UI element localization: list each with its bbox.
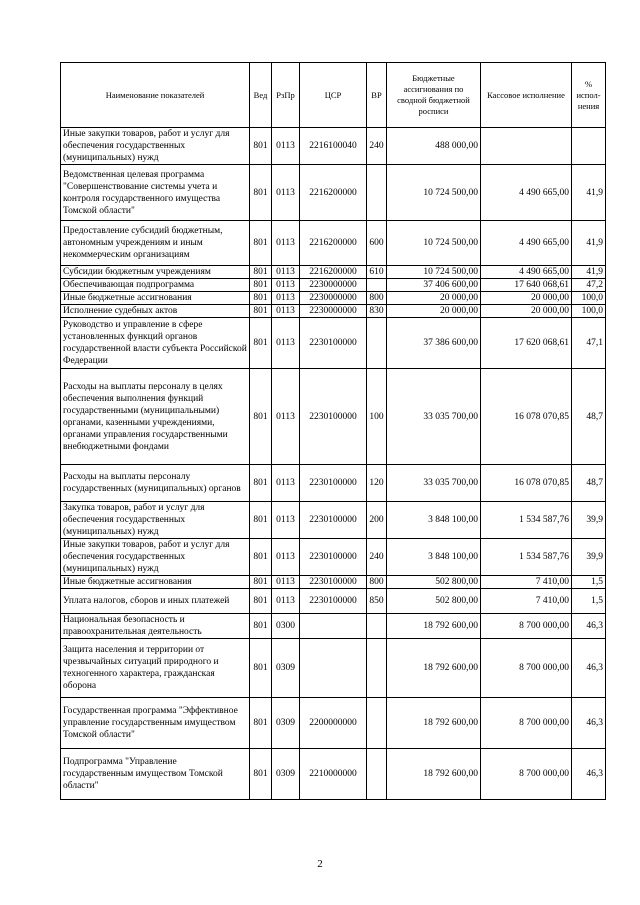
header-name: Наименование показателей [61,63,250,128]
cell-csr: 2210000000 [300,749,367,800]
cell-cash-execution: 8 700 000,00 [481,698,572,749]
cell-name: Ведомственная целевая программа "Совершенствование системы учета и контроля государственного имущества Томской области" [61,165,250,221]
cell-assignments: 37 406 600,00 [387,279,481,292]
table-row [61,165,606,221]
cell-vr [367,698,387,749]
cell-percent: 1,5 [572,589,606,614]
cell-rzpr: 0309 [272,698,300,749]
cell-assignments: 18 792 600,00 [387,749,481,800]
cell-name: Расходы на выплаты персоналу государственных (муниципальных) органов [61,465,250,502]
cell-rzpr: 0113 [272,128,300,165]
cell-percent: 1,5 [572,576,606,589]
cell-csr: 2230100000 [300,318,367,369]
cell-name: Субсидии бюджетным учреждениям [61,266,250,279]
cell-assignments: 10 724 500,00 [387,165,481,221]
table-row [61,614,606,639]
cell-assignments: 488 000,00 [387,128,481,165]
table-row [61,369,606,465]
cell-vr: 100 [367,369,387,465]
table-row [61,639,606,698]
cell-percent: 39,9 [572,502,606,539]
cell-assignments: 20 000,00 [387,292,481,305]
cell-percent: 41,9 [572,165,606,221]
table-row [61,576,606,589]
table-row [61,539,606,576]
cell-csr: 2230100000 [300,539,367,576]
cell-csr [300,614,367,639]
cell-vr [367,279,387,292]
cell-name: Иные бюджетные ассигнования [61,576,250,589]
cell-ved: 801 [250,305,272,318]
cell-name: Расходы на выплаты персоналу в целях обеспечения выполнения функций государственными (муниципальными) органами, казенными учреждениями, органами управления государственными внебюджетными фондами [61,369,250,465]
cell-ved: 801 [250,614,272,639]
cell-ved: 801 [250,749,272,800]
cell-csr: 2230100000 [300,576,367,589]
cell-ved: 801 [250,221,272,266]
cell-rzpr: 0113 [272,369,300,465]
cell-rzpr: 0113 [272,465,300,502]
cell-rzpr: 0113 [272,279,300,292]
cell-cash-execution: 8 700 000,00 [481,749,572,800]
cell-ved: 801 [250,639,272,698]
cell-name: Руководство и управление в сфере установленных функций органов государственной власти субъекта Российской Федерации [61,318,250,369]
cell-ved: 801 [250,128,272,165]
cell-ved: 801 [250,576,272,589]
cell-ved: 801 [250,292,272,305]
header-ved: Вед [250,63,272,128]
table-row [61,502,606,539]
header-cash-execution: Кассовое исполнение [481,63,572,128]
cell-assignments: 502 800,00 [387,576,481,589]
cell-cash-execution: 7 410,00 [481,589,572,614]
cell-rzpr: 0113 [272,589,300,614]
header-rzpr: РзПр [272,63,300,128]
cell-rzpr: 0300 [272,614,300,639]
cell-csr: 2230100000 [300,369,367,465]
cell-cash-execution: 8 700 000,00 [481,639,572,698]
page-number: 2 [317,858,323,870]
table-row [61,266,606,279]
cell-rzpr: 0309 [272,639,300,698]
table-row [61,292,606,305]
cell-ved: 801 [250,539,272,576]
cell-csr: 2230100000 [300,502,367,539]
cell-name: Иные закупки товаров, работ и услуг для обеспечения государственных (муниципальных) нужд [61,539,250,576]
cell-cash-execution: 17 620 068,61 [481,318,572,369]
table-row [61,318,606,369]
cell-rzpr: 0113 [272,165,300,221]
cell-percent: 47,1 [572,318,606,369]
cell-percent: 46,3 [572,614,606,639]
table-row [61,749,606,800]
cell-rzpr: 0113 [272,221,300,266]
cell-vr: 120 [367,465,387,502]
cell-percent: 41,9 [572,266,606,279]
cell-cash-execution: 4 490 665,00 [481,221,572,266]
cell-csr: 2230000000 [300,305,367,318]
cell-vr: 200 [367,502,387,539]
cell-ved: 801 [250,279,272,292]
cell-assignments: 10 724 500,00 [387,266,481,279]
cell-name: Уплата налогов, сборов и иных платежей [61,589,250,614]
cell-assignments: 33 035 700,00 [387,465,481,502]
cell-ved: 801 [250,502,272,539]
cell-assignments: 18 792 600,00 [387,698,481,749]
cell-rzpr: 0309 [272,749,300,800]
cell-csr [300,639,367,698]
cell-cash-execution: 8 700 000,00 [481,614,572,639]
table-body [61,128,606,800]
cell-ved: 801 [250,318,272,369]
cell-cash-execution: 1 534 587,76 [481,539,572,576]
cell-csr: 2216200000 [300,266,367,279]
cell-vr: 830 [367,305,387,318]
cell-name: Предоставление субсидий бюджетным, автономным учреждениям и иным некоммерческим организациям [61,221,250,266]
cell-name: Исполнение судебных актов [61,305,250,318]
cell-percent: 39,9 [572,539,606,576]
cell-vr: 240 [367,539,387,576]
cell-assignments: 18 792 600,00 [387,614,481,639]
cell-percent: 47,2 [572,279,606,292]
cell-assignments: 10 724 500,00 [387,221,481,266]
cell-csr: 2200000000 [300,698,367,749]
cell-cash-execution [481,128,572,165]
cell-percent: 48,7 [572,465,606,502]
cell-percent: 46,3 [572,698,606,749]
cell-percent: 48,7 [572,369,606,465]
cell-name: Национальная безопасность и правоохранительная деятельность [61,614,250,639]
cell-cash-execution: 17 640 068,61 [481,279,572,292]
cell-percent: 41,9 [572,221,606,266]
header-vr: ВР [367,63,387,128]
cell-cash-execution: 7 410,00 [481,576,572,589]
cell-csr: 2230000000 [300,292,367,305]
cell-ved: 801 [250,698,272,749]
cell-ved: 801 [250,165,272,221]
cell-name: Государственная программа "Эффективное управление государственным имуществом Томской области" [61,698,250,749]
table-row [61,305,606,318]
cell-percent: 100,0 [572,292,606,305]
cell-rzpr: 0113 [272,318,300,369]
cell-vr: 800 [367,576,387,589]
cell-cash-execution: 4 490 665,00 [481,165,572,221]
cell-rzpr: 0113 [272,576,300,589]
cell-cash-execution: 20 000,00 [481,305,572,318]
cell-ved: 801 [250,465,272,502]
cell-vr: 800 [367,292,387,305]
cell-csr: 2216200000 [300,221,367,266]
cell-assignments: 502 800,00 [387,589,481,614]
cell-rzpr: 0113 [272,539,300,576]
cell-percent: 46,3 [572,639,606,698]
cell-assignments: 20 000,00 [387,305,481,318]
cell-vr: 850 [367,589,387,614]
cell-cash-execution: 16 078 070,85 [481,465,572,502]
cell-vr [367,639,387,698]
cell-name: Подпрограмма "Управление государственным имуществом Томской области" [61,749,250,800]
cell-name: Закупка товаров, работ и услуг для обеспечения государственных (муниципальных) нужд [61,502,250,539]
cell-assignments: 18 792 600,00 [387,639,481,698]
table-row [61,465,606,502]
cell-percent [572,128,606,165]
cell-rzpr: 0113 [272,502,300,539]
cell-rzpr: 0113 [272,305,300,318]
cell-csr: 2216100040 [300,128,367,165]
cell-ved: 801 [250,369,272,465]
cell-csr: 2230000000 [300,279,367,292]
cell-vr: 610 [367,266,387,279]
table-row [61,128,606,165]
cell-name: Обеспечивающая подпрограмма [61,279,250,292]
cell-vr [367,749,387,800]
cell-cash-execution: 4 490 665,00 [481,266,572,279]
cell-vr: 600 [367,221,387,266]
table-row [61,221,606,266]
cell-vr: 240 [367,128,387,165]
cell-assignments: 3 848 100,00 [387,502,481,539]
cell-csr: 2230100000 [300,465,367,502]
cell-vr [367,165,387,221]
budget-table [60,62,606,800]
header-row [61,63,606,128]
cell-csr: 2216200000 [300,165,367,221]
cell-name: Иные закупки товаров, работ и услуг для обеспечения государственных (муниципальных) нужд [61,128,250,165]
table-row [61,589,606,614]
cell-assignments: 3 848 100,00 [387,539,481,576]
header-csr: ЦСР [300,63,367,128]
header-assignments: Бюджетные ассигнования по сводной бюджетной росписи [387,63,481,128]
cell-assignments: 37 386 600,00 [387,318,481,369]
cell-cash-execution: 1 534 587,76 [481,502,572,539]
cell-vr [367,614,387,639]
cell-assignments: 33 035 700,00 [387,369,481,465]
cell-ved: 801 [250,266,272,279]
cell-cash-execution: 16 078 070,85 [481,369,572,465]
cell-cash-execution: 20 000,00 [481,292,572,305]
cell-csr: 2230100000 [300,589,367,614]
cell-name: Защита населения и территории от чрезвычайных ситуаций природного и техногенного характера, гражданская оборона [61,639,250,698]
cell-percent: 100,0 [572,305,606,318]
table-row [61,279,606,292]
cell-name: Иные бюджетные ассигнования [61,292,250,305]
cell-ved: 801 [250,589,272,614]
cell-percent: 46,3 [572,749,606,800]
cell-rzpr: 0113 [272,292,300,305]
header-percent: % испол-нения [572,63,606,128]
cell-rzpr: 0113 [272,266,300,279]
cell-vr [367,318,387,369]
table-row [61,698,606,749]
